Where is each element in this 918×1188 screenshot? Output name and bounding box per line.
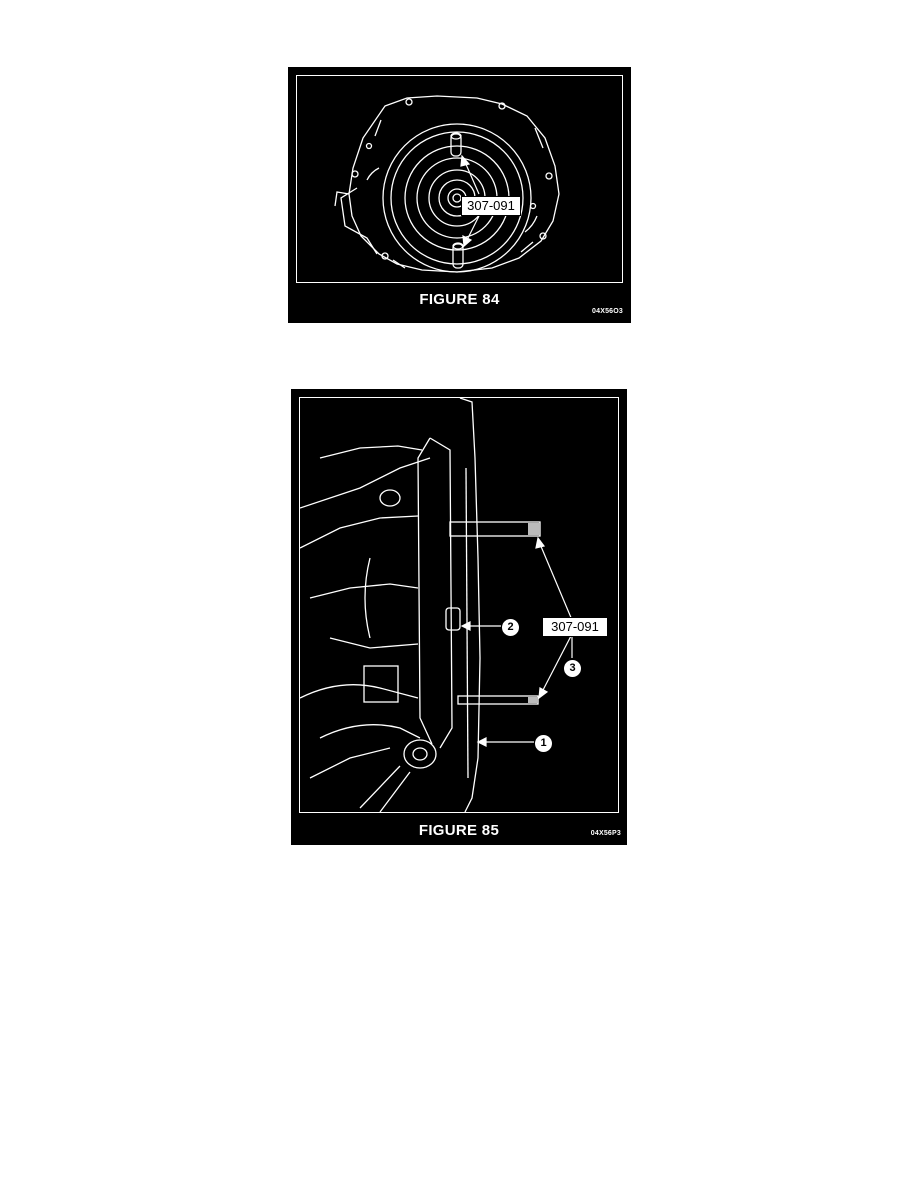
converter-installation-drawing bbox=[300, 398, 618, 812]
callout-1: 1 bbox=[534, 734, 553, 753]
tool-label-307-091: 307-091 bbox=[542, 617, 608, 637]
figure-85 bbox=[291, 389, 627, 845]
image-code: 04X56P3 bbox=[590, 830, 621, 837]
image-code: 04X56O3 bbox=[592, 308, 623, 315]
transmission-housing-drawing bbox=[297, 76, 622, 282]
figure-84-illustration bbox=[296, 75, 623, 283]
callout-3: 3 bbox=[563, 659, 582, 678]
figure-84 bbox=[288, 67, 631, 323]
figure-85-caption: FIGURE 85 bbox=[418, 822, 500, 839]
figure-84-caption: FIGURE 84 bbox=[419, 291, 500, 308]
figure-85-illustration bbox=[299, 397, 619, 813]
callout-2: 2 bbox=[501, 618, 520, 637]
tool-label-307-091: 307-091 bbox=[461, 196, 521, 216]
